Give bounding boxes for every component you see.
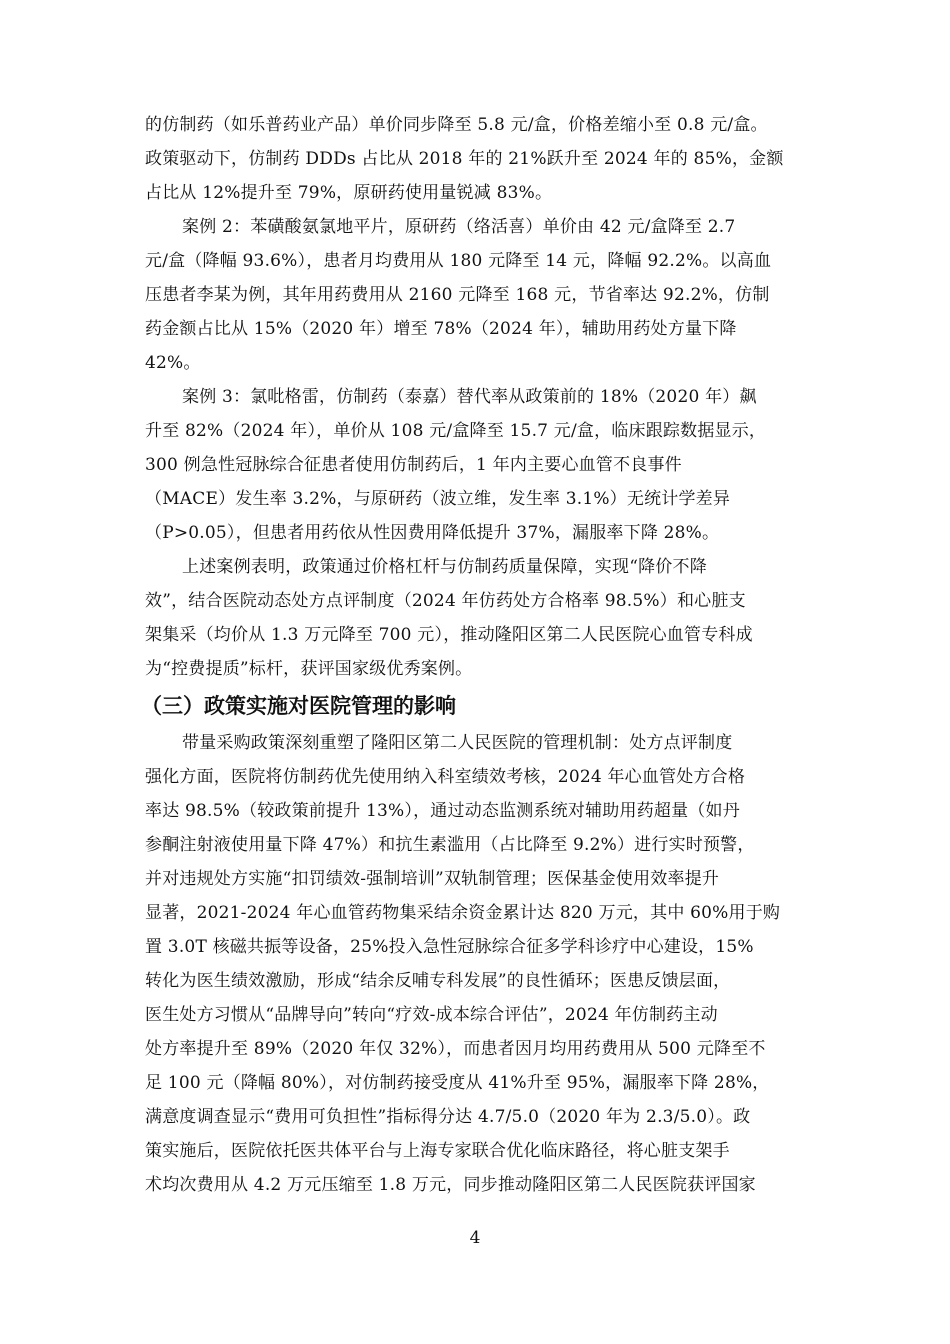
text-line: 300 例急性冠脉综合征患者使用仿制药后，1 年内主要心血管不良事件 xyxy=(145,455,682,475)
text-line: 带量采购政策深刻重塑了隆阳区第二人民医院的管理机制：处方点评制度 xyxy=(182,733,733,753)
text-line: 案例 2：苯磺酸氨氯地平片，原研药（络活喜）单价由 42 元/盒降至 2.7 xyxy=(182,217,736,237)
text-line: 药金额占比从 15%（2020 年）增至 78%（2024 年），辅助用药处方量下降 xyxy=(145,319,737,339)
paragraphs-bottom xyxy=(145,726,807,1202)
text-line: 效”，结合医院动态处方点评制度（2024 年仿药处方合格率 98.5%）和心脏支 xyxy=(145,591,746,611)
text-line: 元/盒（降幅 93.6%），患者月均费用从 180 元降至 14 元，降幅 92.2%。以高血 xyxy=(145,251,772,271)
text-line: 上述案例表明，政策通过价格杠杆与仿制药质量保障，实现“降价不降 xyxy=(182,557,707,577)
text-line: 政策驱动下，仿制药 DDDs 占比从 2018 年的 21%跃升至 2024 年的 85%，金额 xyxy=(145,149,784,169)
text-line: 转化为医生绩效激励，形成“结余反哺专科发展”的良性循环；医患反馈层面， xyxy=(145,971,731,991)
text-line: （MACE）发生率 3.2%，与原研药（波立维，发生率 3.1%）无统计学差异 xyxy=(145,489,731,509)
text-line: 足 100 元（降幅 80%），对仿制药接受度从 41%升至 95%，漏服率下降 28%， xyxy=(145,1073,770,1093)
text-line: 为“控费提质”标杆，获评国家级优秀案例。 xyxy=(145,659,473,679)
text-line: 显著，2021-2024 年心血管药物集采结余资金累计达 820 万元，其中 60%用于购 xyxy=(145,903,781,923)
text-line: 压患者李某为例，其年用药费用从 2160 元降至 168 元，节省率达 92.2%，仿制 xyxy=(145,285,770,305)
page-number: 4 xyxy=(469,1228,481,1248)
text-line: 42%。 xyxy=(145,353,201,373)
text-line: 架集采（均价从 1.3 万元降至 700 元），推动隆阳区第二人民医院心血管专科成 xyxy=(145,625,753,645)
text-line: 置 3.0T 核磁共振等设备，25%投入急性冠脉综合征多学科诊疗中心建设，15% xyxy=(145,937,754,957)
text-line: 占比从 12%提升至 79%，原研药使用量锐减 83%。 xyxy=(145,183,553,203)
text-line: 率达 98.5%（较政策前提升 13%），通过动态监测系统对辅助用药超量（如丹 xyxy=(145,801,740,821)
text-line: 策实施后，医院依托医共体平台与上海专家联合优化临床路径，将心脏支架手 xyxy=(145,1141,730,1161)
text-line: 强化方面，医院将仿制药优先使用纳入科室绩效考核，2024 年心血管处方合格 xyxy=(145,767,746,787)
text-line: 参酮注射液使用量下降 47%）和抗生素滥用（占比降至 9.2%）进行实时预警， xyxy=(145,835,755,855)
text-line: 的仿制药（如乐普药业产品）单价同步降至 5.8 元/盒，价格差缩小至 0.8 元/盒。 xyxy=(145,115,768,135)
text-line: （P>0.05），但患者用药依从性因费用降低提升 37%，漏服率下降 28%。 xyxy=(145,523,720,543)
text-line: 并对违规处方实施“扣罚绩效-强制培训”双轨制管理；医保基金使用效率提升 xyxy=(145,869,720,889)
text-line: 术均次费用从 4.2 万元压缩至 1.8 万元，同步推动隆阳区第二人民医院获评国家 xyxy=(145,1175,756,1195)
text-line: 满意度调查显示“费用可负担性”指标得分达 4.7/5.0（2020 年为 2.3/5.0）。政 xyxy=(145,1107,751,1127)
paragraphs-top xyxy=(145,108,807,686)
text-line: 升至 82%（2024 年），单价从 108 元/盒降至 15.7 元/盒，临床跟踪数据显示， xyxy=(145,421,767,441)
section-heading: （三）政策实施对医院管理的影响 xyxy=(141,694,456,718)
text-line: 案例 3：氯吡格雷，仿制药（泰嘉）替代率从政策前的 18%（2020 年）飙 xyxy=(182,387,757,407)
text-line: 医生处方习惯从“品牌导向”转向“疗效-成本综合评估”，2024 年仿制药主动 xyxy=(145,1005,718,1025)
text-line: 处方率提升至 89%（2020 年仅 32%），而患者因月均用药费用从 500 元降至不 xyxy=(145,1039,766,1059)
body-text xyxy=(141,108,807,1202)
